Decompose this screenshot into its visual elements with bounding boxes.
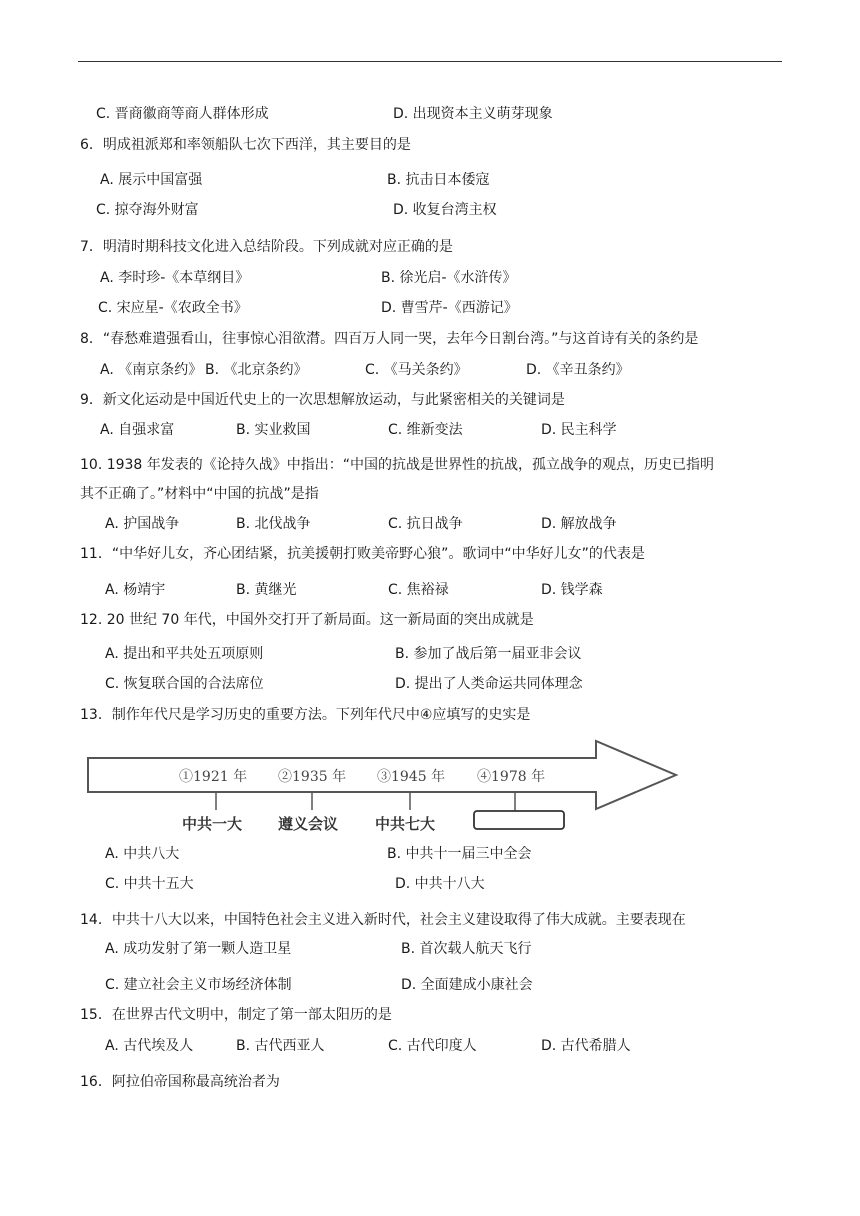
question-11-option-c[interactable]: C. 焦裕禄 [388, 582, 449, 598]
question-7-option-c[interactable]: C. 宋应星-《农政全书》 [98, 300, 248, 316]
question-9-option-d[interactable]: D. 民主科学 [541, 422, 617, 438]
question-15-option-d[interactable]: D. 古代希腊人 [541, 1038, 631, 1054]
timeline-year-4: ④1978 年 [477, 769, 546, 785]
timeline-year-1: ①1921 年 [179, 769, 248, 785]
question-11-option-d[interactable]: D. 钱学森 [541, 582, 603, 598]
question-10-option-b[interactable]: B. 北伐战争 [236, 516, 311, 532]
prev-option-d[interactable]: D. 出现资本主义萌芽现象 [393, 106, 553, 122]
question-12-option-d[interactable]: D. 提出了人类命运共同体理念 [395, 676, 583, 692]
timeline-year-3: ③1945 年 [377, 769, 446, 785]
timeline-figure [84, 738, 680, 834]
question-9-option-c[interactable]: C. 维新变法 [388, 422, 463, 438]
question-14-stem: 14．中共十八大以来，中国特色社会主义进入新时代，社会主义建设取得了伟大成就。主要表现在 [80, 912, 686, 928]
header-rule [78, 61, 782, 62]
timeline-event-3: 中共七大 [375, 815, 436, 833]
question-8-option-d[interactable]: D. 《辛丑条约》 [526, 362, 630, 378]
question-6-stem: 6．明成祖派郑和率领船队七次下西洋，其主要目的是 [80, 137, 411, 153]
question-11-option-b[interactable]: B. 黄继光 [236, 582, 297, 598]
question-14-option-b[interactable]: B. 首次载人航天飞行 [401, 941, 532, 957]
question-10-option-d[interactable]: D. 解放战争 [541, 516, 617, 532]
question-11-stem: 11．“中华好儿女，齐心团结紧，抗美援朝打败美帝野心狼”。歌词中“中华好儿女”的代表是 [80, 546, 645, 562]
prev-option-c[interactable]: C. 晋商徽商等商人群体形成 [96, 106, 269, 122]
question-15-option-b[interactable]: B. 古代西亚人 [236, 1038, 325, 1054]
question-13-option-a[interactable]: A. 中共八大 [105, 846, 180, 862]
timeline-event-2: 遵义会议 [278, 815, 339, 833]
question-6-option-a[interactable]: A. 展示中国富强 [100, 172, 203, 188]
question-13-option-d[interactable]: D. 中共十八大 [395, 876, 485, 892]
question-7-option-a[interactable]: A. 李时珍-《本草纲目》 [100, 270, 250, 286]
question-13-option-c[interactable]: C. 中共十五大 [105, 876, 194, 892]
question-10-stem-line1: 10. 1938 年发表的《论持久战》中指出：“中国的抗战是世界性的抗战，孤立战争的观点，历史已指明 [80, 457, 715, 473]
question-7-option-d[interactable]: D. 曹雪芹-《西游记》 [381, 300, 518, 316]
question-13-stem: 13．制作年代尺是学习历史的重要方法。下列年代尺中④应填写的史实是 [80, 707, 531, 723]
question-8-stem: 8．“春愁难遣强看山，往事惊心泪欲潸。四百万人同一哭，去年今日割台湾。”与这首诗有关的条约是 [80, 331, 699, 347]
question-12-option-a[interactable]: A. 提出和平共处五项原则 [105, 646, 264, 662]
question-12-option-b[interactable]: B. 参加了战后第一届亚非会议 [395, 646, 582, 662]
timeline-blank-box [474, 811, 564, 829]
question-13-option-b[interactable]: B. 中共十一届三中全会 [387, 846, 532, 862]
question-9-stem: 9．新文化运动是中国近代史上的一次思想解放运动，与此紧密相关的关键词是 [80, 392, 565, 408]
question-15-stem: 15．在世界古代文明中，制定了第一部太阳历的是 [80, 1007, 392, 1023]
question-14-option-a[interactable]: A. 成功发射了第一颗人造卫星 [105, 941, 292, 957]
question-8-option-a[interactable]: A. 《南京条约》 [100, 362, 203, 378]
question-6-option-b[interactable]: B. 抗击日本倭寇 [387, 172, 490, 188]
question-16-stem: 16．阿拉伯帝国称最高统治者为 [80, 1074, 280, 1090]
question-10-stem-line2: 其不正确了。”材料中“中国的抗战”是指 [80, 486, 319, 502]
timeline-year-2: ②1935 年 [278, 769, 347, 785]
question-10-option-c[interactable]: C. 抗日战争 [388, 516, 463, 532]
question-6-option-d[interactable]: D. 收复台湾主权 [393, 202, 497, 218]
question-8-option-c[interactable]: C. 《马关条约》 [365, 362, 468, 378]
question-9-option-a[interactable]: A. 自强求富 [100, 422, 175, 438]
question-15-option-a[interactable]: A. 古代埃及人 [105, 1038, 194, 1054]
question-8-option-b[interactable]: B. 《北京条约》 [205, 362, 308, 378]
question-11-option-a[interactable]: A. 杨靖宇 [105, 582, 166, 598]
question-14-option-c[interactable]: C. 建立社会主义市场经济体制 [105, 977, 292, 993]
question-10-option-a[interactable]: A. 护国战争 [105, 516, 180, 532]
question-14-option-d[interactable]: D. 全面建成小康社会 [401, 977, 533, 993]
question-9-option-b[interactable]: B. 实业救国 [236, 422, 311, 438]
question-6-option-c[interactable]: C. 掠夺海外财富 [96, 202, 199, 218]
question-7-stem: 7．明清时期科技文化进入总结阶段。下列成就对应正确的是 [80, 239, 453, 255]
question-12-option-c[interactable]: C. 恢复联合国的合法席位 [105, 676, 264, 692]
question-12-stem: 12. 20 世纪 70 年代，中国外交打开了新局面。这一新局面的突出成就是 [80, 612, 534, 628]
question-7-option-b[interactable]: B. 徐光启-《水浒传》 [381, 270, 517, 286]
question-15-option-c[interactable]: C. 古代印度人 [388, 1038, 477, 1054]
timeline-event-1: 中共一大 [182, 815, 243, 833]
